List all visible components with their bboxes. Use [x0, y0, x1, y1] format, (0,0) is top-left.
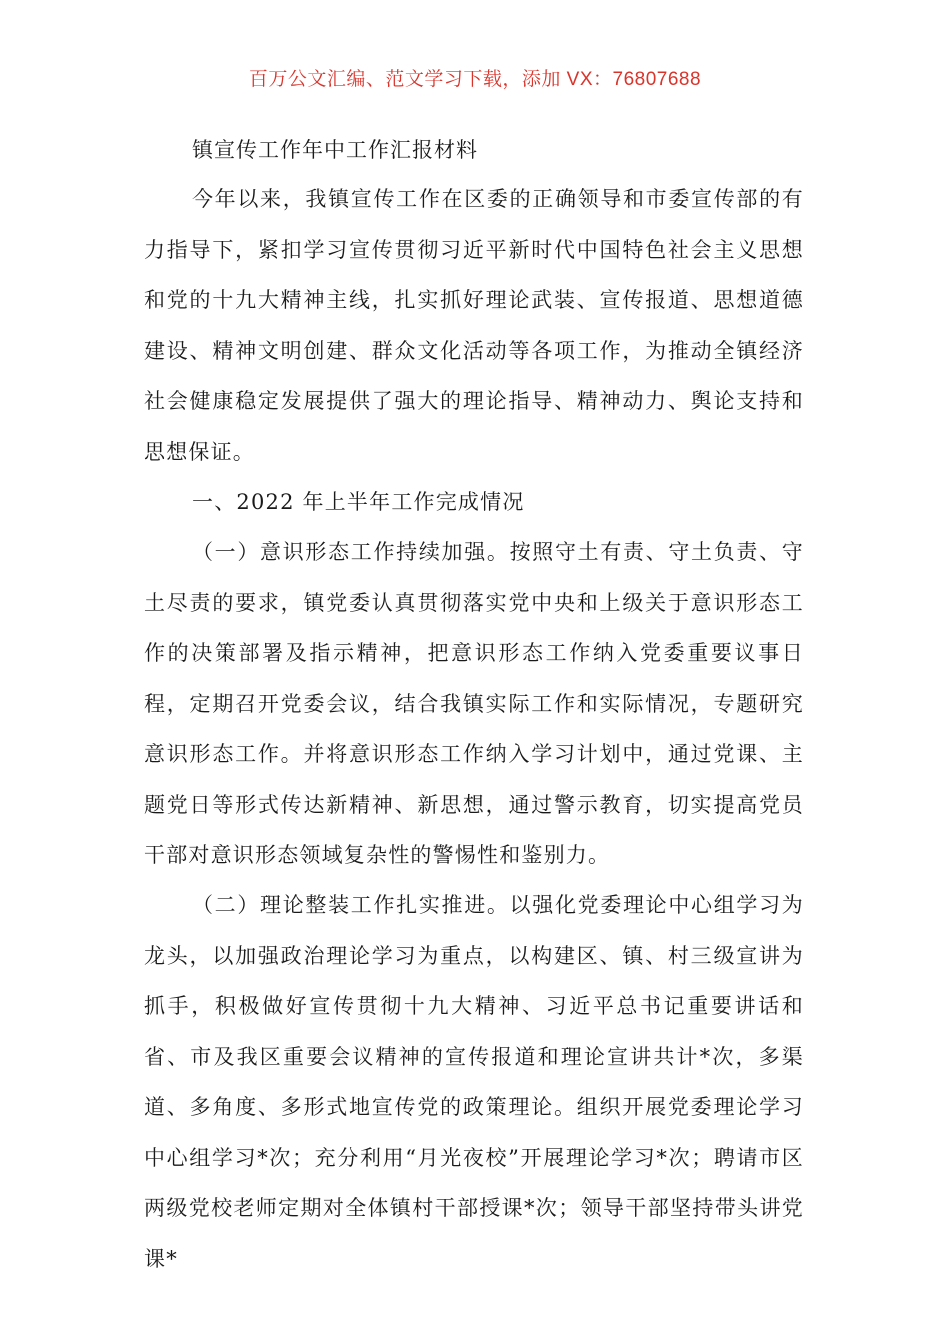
- section-heading: 一、2022 年上半年工作完成情况: [192, 490, 525, 514]
- paragraph-theory-work: （二）理论整装工作扎实推进。以强化党委理论中心组学习为龙头，以加强政治理论学习为重点，以构建区、镇、村三级宣讲为抓手，积极做好宣传贯彻十九大精神、习近平总书记重要讲话和省、市及我区重要会议精神的宣传报道和理论宣讲共计*次，多渠道、多角度、多形式地宣传党的政策理论。组织开展党委理论学习中心组学习*次；充分利用“月光夜校”开展理论学习*次；聘请市区两级党校老师定期对全体镇村干部授课*次；领导干部坚持带头讲党课*: [144, 893, 804, 1271]
- intro-paragraph: 今年以来，我镇宣传工作在区委的正确领导和市委宣传部的有力指导下，紧扣学习宣传贯彻习近平新时代中国特色社会主义思想和党的十九大精神主线，扎实抓好理论武装、宣传报道、思想道德建设、精神文明创建、群众文化活动等各项工作，为推动全镇经济社会健康稳定发展提供了强大的理论指导、精神动力、舆论支持和思想保证。: [144, 187, 804, 464]
- document-title: 镇宣传工作年中工作汇报材料: [192, 138, 478, 162]
- header-banner: 百万公文汇编、范文学习下载，添加 VX：76807688: [248, 69, 702, 90]
- paragraph-ideology-work: （一）意识形态工作持续加强。按照守土有责、守土负责、守土尽责的要求，镇党委认真贯彻落实党中央和上级关于意识形态工作的决策部署及指示精神，把意识形态工作纳入党委重要议事日程，定期召开党委会议，结合我镇实际工作和实际情况，专题研究意识形态工作。并将意识形态工作纳入学习计划中，通过党课、主题党日等形式传达新精神、新思想，通过警示教育，切实提高党员干部对意识形态领域复杂性的警惕性和鉴别力。: [144, 540, 804, 867]
